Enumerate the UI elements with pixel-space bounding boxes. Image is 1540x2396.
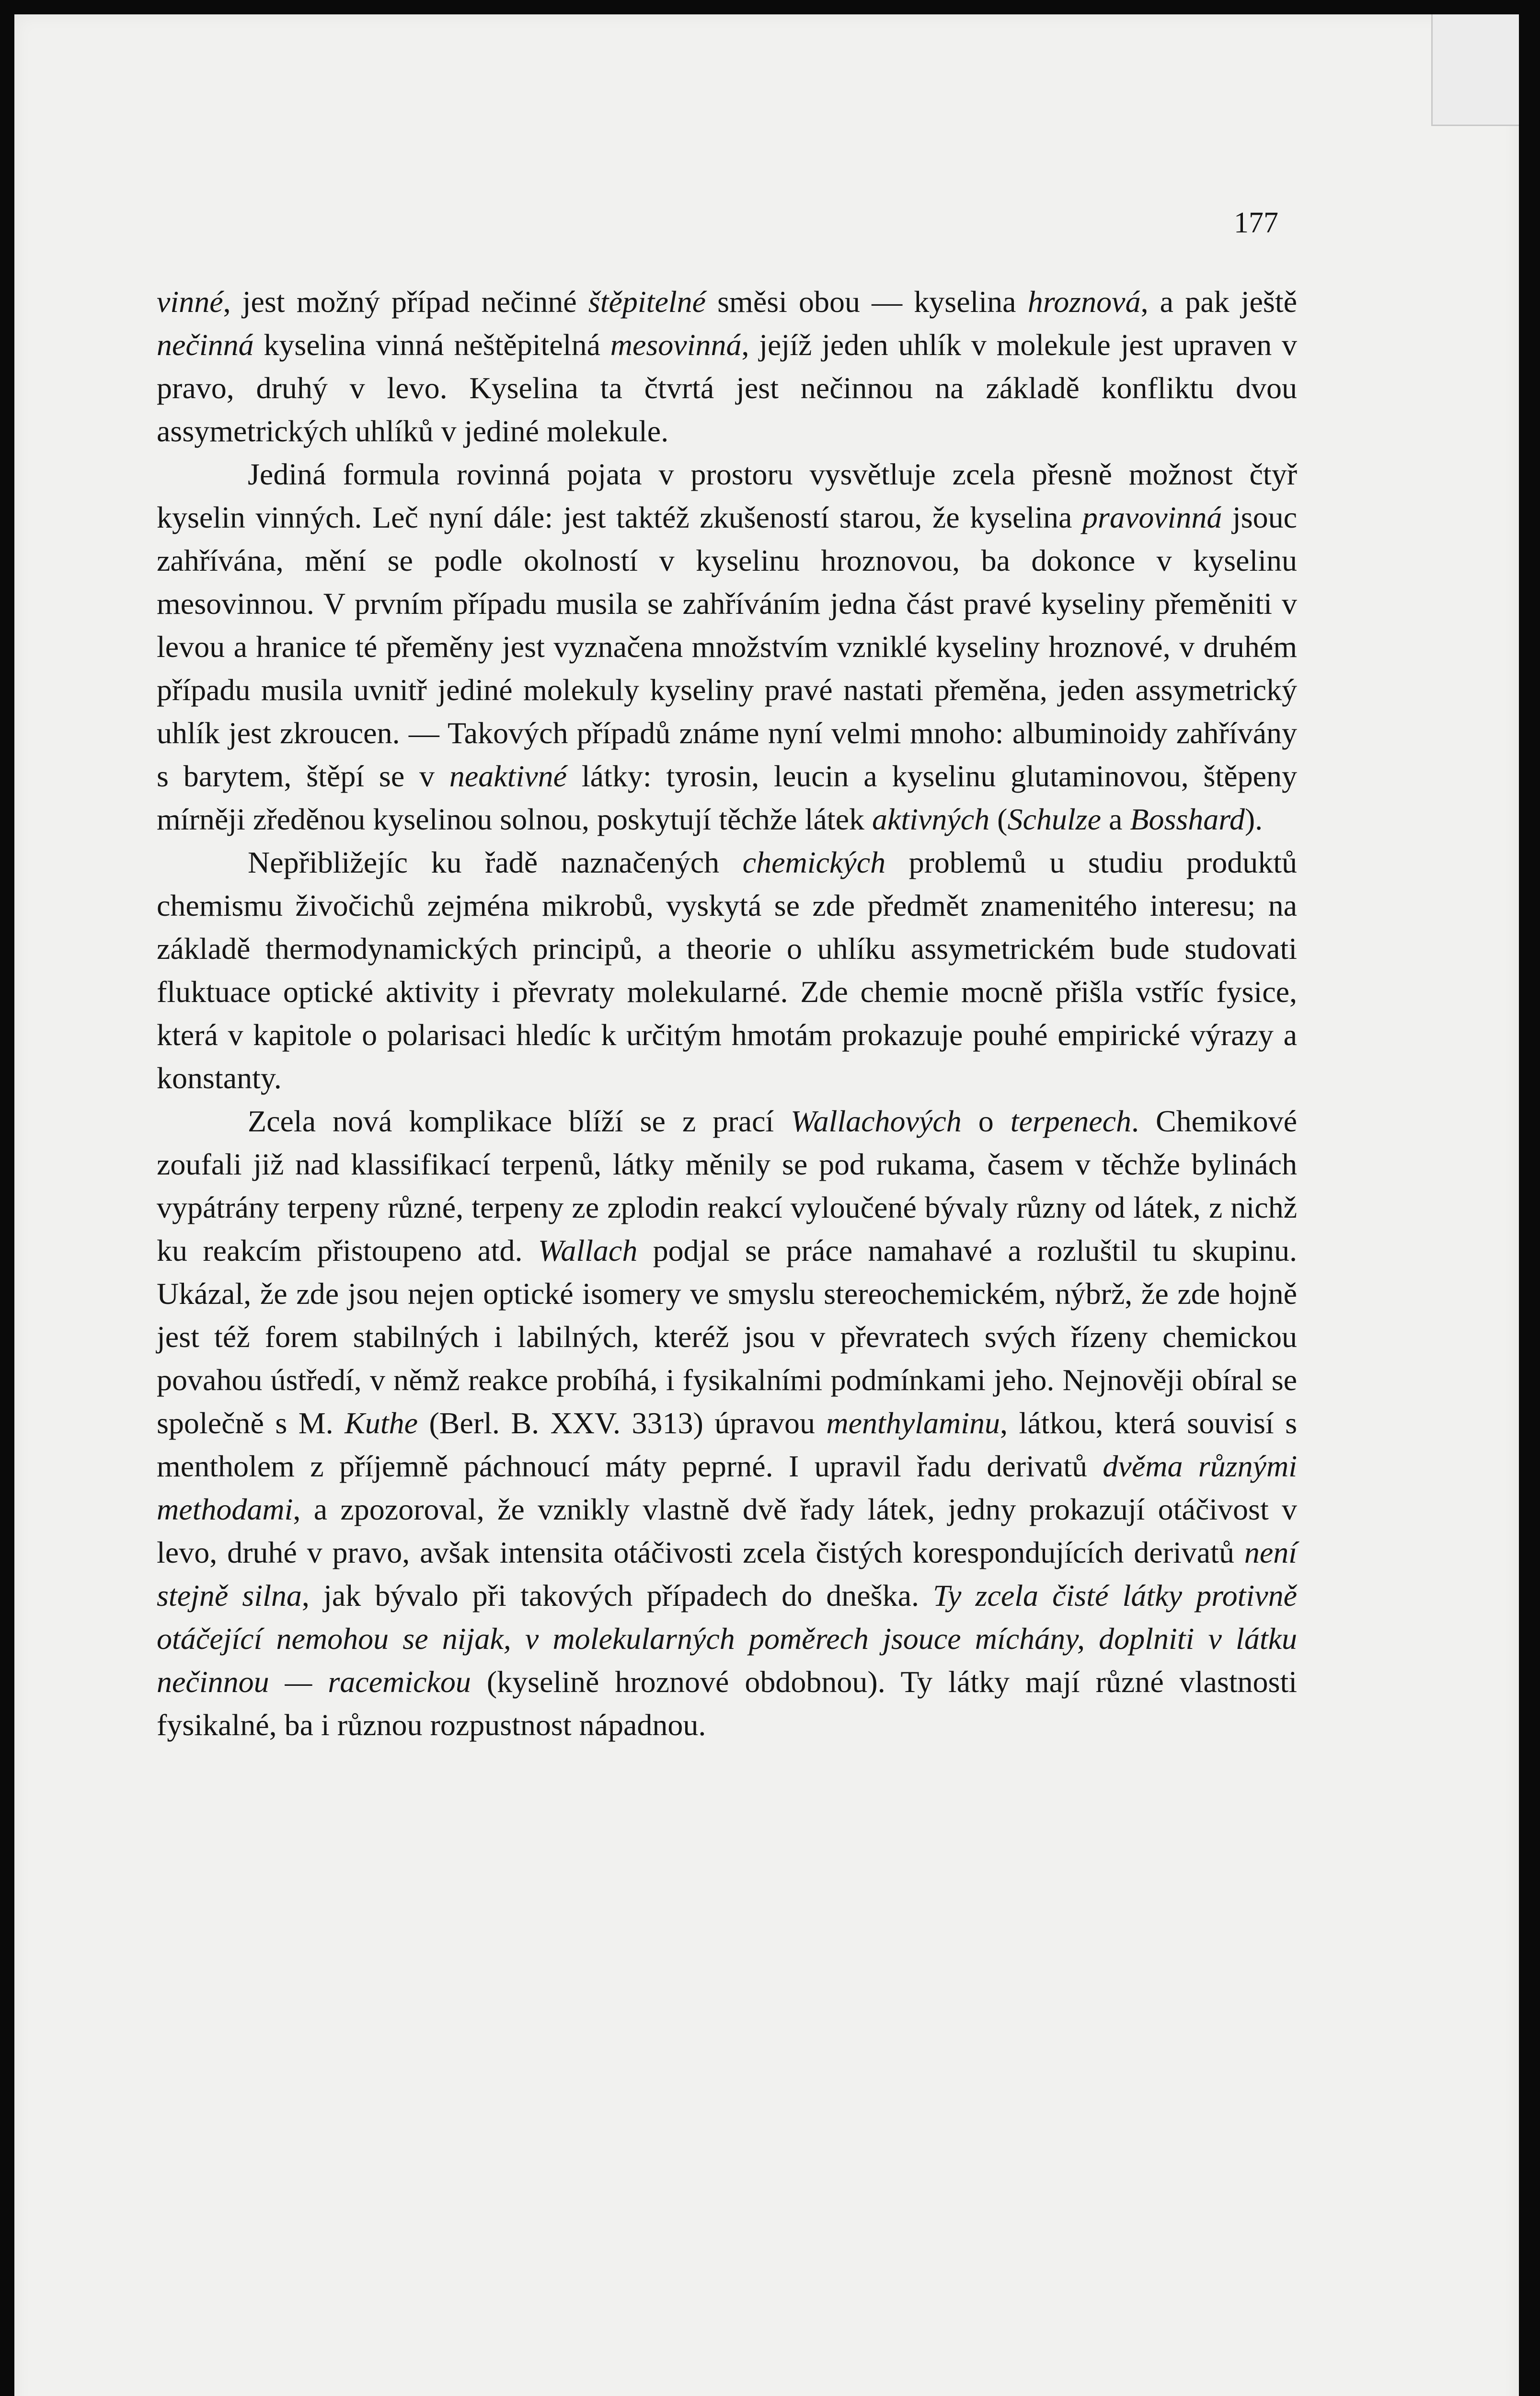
italic-text: nečinná [157, 328, 254, 362]
italic-text: Ty zcela čisté látky protivně otáčející nemohou se nijak, v molekularných poměrech jsouce míchány, doplniti v látku nečinnou — racemickou [157, 1578, 1298, 1699]
italic-text: hroznová [1027, 285, 1141, 319]
italic-text: vinné [157, 285, 223, 319]
text-run: a [1101, 802, 1130, 836]
text-run: jsouc zahřívána, mění se podle okolností v kyselinu hroznovou, ba dokonce v kyselinu mesovinnou. V prvním případu musila se zahříváním jedna část pravé kyseliny přeměniti v levou a hranice té přeměny jest vyznačena množstvím vzniklé kyseliny hroznové, v druhém případu musila uvnitř jediné molekuly kyseliny pravé nastati přeměna, jeden assymetrický uhlík jest zkroucen. — Takových případů známe nyní velmi mnoho: albuminoidy zahřívány s barytem, štěpí se v [157, 500, 1298, 793]
text-run: , jest možný případ nečinné [223, 285, 588, 319]
text-run: , a zpozoroval, že vznikly vlastně dvě řady látek, jedny prokazují otáčivost v levo, druhé v pravo, avšak intensita otáčivosti zcela čistých korespondujících derivatů [157, 1492, 1297, 1569]
italic-text: chemických [742, 845, 886, 879]
italic-text: Bosshard [1130, 802, 1245, 836]
italic-text: aktivných [872, 802, 990, 836]
text-run: o [961, 1104, 1011, 1138]
italic-text: Wallachových [791, 1104, 962, 1138]
paragraph-4 [157, 1100, 1297, 1747]
text-run: (kyselině hroznové obdobnou). Ty látky mají různé vlastnosti fysikalné, ba i různou rozpustnost nápadnou. [157, 1665, 1298, 1742]
text-run: ). [1244, 802, 1263, 836]
italic-text: Wallach [538, 1233, 638, 1267]
text-run: kyselina vinná neštěpitelná [253, 328, 610, 362]
italic-text: Schulze [1007, 802, 1101, 836]
text-run: problemů u studiu produktů chemismu živočichů zejména mikrobů, vyskytá se zde předmět znamenitého interesu; na základě thermodynamických principů, a theorie o uhlíku assymetrickém bude studovati fluktuace optické aktivity i převraty molekularné. Zde chemie mocně přišla vstříc fysice, která v kapitole o polarisaci hledíc k určitým hmotám prokazuje pouhé empirické výrazy a konstanty. [157, 845, 1297, 1095]
text-run: podjal se práce namahavé a rozluštil tu skupinu. Ukázal, že zde jsou nejen optické isomery ve smyslu stereochemickém, nýbrž, že zde hojně jest též forem stabilných i labilných, kteréž jsou v převratech svých řízeny chemickou povahou ústředí, v němž reakce probíhá, i fysikalními podmínkami jeho. Nejnověji obíral se společně s M. [157, 1233, 1298, 1440]
italic-text: dvěma různými methodami [157, 1449, 1298, 1526]
book-page [14, 14, 1519, 2396]
paragraph-2 [157, 453, 1297, 841]
text-run: , jejíž jeden uhlík v molekule jest upraven v pravo, druhý v levo. Kyselina ta čtvrtá jest nečinnou na základě konfliktu dvou assymetrických uhlíků v jediné molekule. [157, 328, 1297, 448]
text-run: látky: tyrosin, leucin a kyselinu glutaminovou, štěpeny mírněji zředěnou kyselinou solnou, poskytují těchže látek [157, 759, 1298, 836]
paragraph-1 [157, 280, 1297, 453]
text-run: Zcela nová komplikace blíží se z prací [248, 1104, 791, 1138]
paragraph-3 [157, 841, 1297, 1100]
text-run: , látkou, která souvisí s mentholem z příjemně páchnoucí máty peprné. I upravil řadu derivatů [157, 1406, 1298, 1483]
body-text [157, 280, 1297, 1747]
text-run: , jak bývalo při takových případech do dneška. [301, 1578, 933, 1613]
adjacent-page-edge [1431, 14, 1519, 126]
italic-text: mesovinná [610, 328, 742, 362]
page-number: 177 [1234, 207, 1278, 239]
italic-text: neaktivné [449, 759, 567, 793]
text-run: Nepřibližejíc ku řadě naznačených [248, 845, 743, 879]
text-run: ( [989, 802, 1008, 836]
italic-text: terpenech [1010, 1104, 1131, 1138]
italic-text: není stejně silna [157, 1535, 1297, 1613]
text-run: , a pak ještě [1140, 285, 1298, 319]
text-run: (Berl. B. XXV. 3313) úpravou [418, 1406, 827, 1440]
text-run: Jediná formula rovinná pojata v prostoru vysvětluje zcela přesně možnost čtyř kyselin vinných. Leč nyní dále: jest taktéž zkušeností starou, že kyselina [157, 457, 1297, 534]
italic-text: štěpitelné [588, 285, 706, 319]
italic-text: Kuthe [345, 1406, 418, 1440]
text-run: . Chemikové zoufali již nad klassifikací terpenů, látky měnily se pod rukama, časem v těchže bylinách vypátrány terpeny různé, terpeny ze zplodin reakcí vyloučené bývaly různy od látek, z nichž ku reakcím přistoupeno atd. [157, 1104, 1298, 1267]
italic-text: pravovinná [1082, 500, 1222, 534]
italic-text: menthylaminu [826, 1406, 1000, 1440]
text-run: směsi obou — kyselina [706, 285, 1028, 319]
